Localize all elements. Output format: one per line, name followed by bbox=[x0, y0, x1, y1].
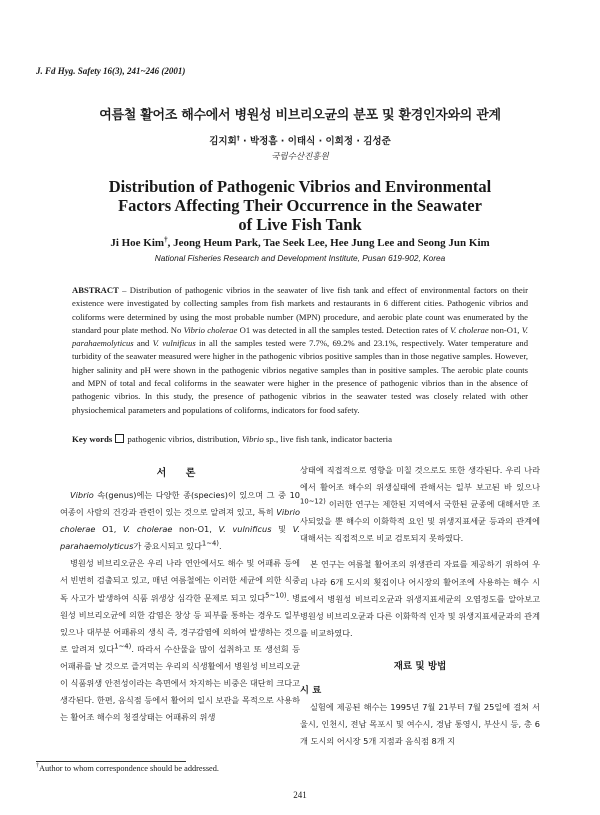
footnote bbox=[36, 764, 219, 773]
abstract-species-vv: V. vulnificus bbox=[152, 338, 196, 349]
footnote-mark: † bbox=[36, 763, 39, 770]
abstract-text-1: – Distribution of pathogenic vibrios in the seawater of live fish tank and effect of environmental factors on their existence were investigated by collecting samples from fish markets and restaurants in 6 different cities. Pathogenic vibrios and coliforms were determined by using the most probable number (MPN) procedure, and aerobic plate count was enumerated by the standard pour plate method. No bbox=[72, 285, 528, 335]
species-v-parahaemolyticus: V. parahaemolyticus bbox=[60, 524, 300, 552]
abstract-label: ABSTRACT bbox=[72, 285, 119, 295]
left-p1-text-j: 가 중요시되고 있다 bbox=[133, 541, 202, 552]
reference-10-12: 10~12) bbox=[300, 497, 326, 506]
keywords bbox=[72, 434, 528, 444]
keywords-text-2: sp., live fish tank, indicator bacteria bbox=[263, 434, 393, 444]
english-title-line-3: of Live Fish Tank bbox=[238, 215, 362, 234]
samples-subheading: 시 료 bbox=[300, 684, 322, 696]
keywords-vibrio: Vibrio bbox=[241, 434, 264, 444]
journal-reference: J. Fd Hyg. Safety 16(3), 241~246 (2001) bbox=[36, 66, 186, 76]
right-p1-text-a: 상태에 직접적으로 영향을 미칠 것으로도 또한 생각된다. 우리 나라에서 활어조 해수의 위생실태에 관해서는 일부 보고된 바 있으나 bbox=[300, 465, 540, 493]
abstract-text-4: and bbox=[133, 338, 153, 349]
english-authors bbox=[0, 237, 600, 249]
species-v-vulnificus: V. vulnificus bbox=[218, 524, 272, 535]
english-other-authors: , Jeong Heum Park, Tae Seek Lee, Hee Jung Lee and Seong Jun Kim bbox=[167, 237, 490, 249]
left-p1-text-k: . bbox=[218, 541, 222, 552]
left-p1-text-f: non-O1, bbox=[172, 524, 219, 535]
footnote-text: Author to whom correspondence should be addressed. bbox=[39, 764, 219, 773]
checkbox-square-icon bbox=[115, 434, 124, 443]
abstract-text-3: non-O1, bbox=[488, 324, 522, 335]
left-column bbox=[60, 487, 300, 726]
page-number: 241 bbox=[293, 790, 307, 800]
keywords-text-1: pathogenic vibrios, distribution, bbox=[127, 434, 242, 444]
abstract-species-vc: V. cholerae bbox=[450, 324, 489, 335]
english-title bbox=[60, 177, 540, 234]
left-paragraph-2 bbox=[60, 555, 300, 726]
abstract-text-5: in all the samples tested were 7.7%, 69.2% and 23.1%, respectively. Water temperature and turbidity of the seawater measured were higher in the pathogenic vibrios positive samples than in those negative samples. However, higher salinity and pH were shown in the pathogenic vibrios negative samples than in positive samples. The aerobic plate counts and MPN of total and fecal coliforms in the seawater were higher in the presence of pathogenic vibrios than in the absence of pathogenic vibrios. In this study, the presence of pathogenic vibrios in the seawater tested was closely related with other physiochemical parameters and populations of coliforms, indicators for food safety. bbox=[72, 338, 528, 415]
introduction-heading: 서 론 bbox=[156, 468, 204, 479]
reference-1-4b: 1~4) bbox=[114, 642, 132, 651]
abstract-text-2: O1 was detected in all the samples tested. Detection rates of bbox=[237, 324, 450, 335]
left-p2-text-b: . 병원성 비브리오균에 의한 감염은 창상 등 피부를 통하는 경우도 일부 있으나 대부분 어패류의 생식 즉, 경구감염에 의하여 발생하는 것으로 알려져 있다 bbox=[60, 592, 300, 654]
species-vibrio-cholerae: Vibrio cholerae bbox=[60, 507, 300, 535]
methods-heading: 재료 및 방법 bbox=[393, 660, 447, 672]
abstract bbox=[72, 284, 528, 417]
abstract-species-vp: V. parahaemolyticus bbox=[72, 324, 528, 349]
left-p2-text-c: . 따라서 수산물을 많이 섭취하고 또 생선회 등 어패류를 날 것으로 즐겨먹는 우리의 식생활에서 병원성 비브리오균이 식품위생 안전성이라는 측면에서 차지하는 비중은 대단히 크다고 생각된다. 한편, 음식점 등에서 활어의 일시 보관을 목적으로 사용하는 활어조 해수의 청결상태는 어패류의 위생 bbox=[60, 643, 300, 723]
left-p1-text-h: 및 bbox=[271, 524, 293, 535]
english-title-line-2: Factors Affecting Their Occurrence in the Seawater bbox=[118, 196, 482, 215]
left-p2-text-a: 병원성 비브리오균은 우리 나라 연안에서도 해수 및 어패류 등에서 빈번히 검출되고 있고, 매년 여름철에는 이러한 세균에 의한 식중독 사고가 발생하여 식품 위생상 심각한 문제로 되고 있다 bbox=[60, 558, 300, 603]
footnote-divider bbox=[36, 761, 186, 762]
korean-authors bbox=[0, 133, 600, 147]
english-first-author: Ji Hoe Kim bbox=[110, 237, 165, 249]
introduction-section bbox=[60, 466, 300, 482]
genus-vibrio: Vibrio bbox=[70, 490, 94, 500]
keywords-label: Key words bbox=[72, 434, 113, 444]
reference-5-10: 5~10) bbox=[265, 590, 287, 599]
abstract-species-vc-o1: Vibrio cholerae bbox=[183, 324, 238, 335]
right-paragraph-1 bbox=[300, 462, 540, 547]
right-p1-text-b: 이러한 연구는 제한된 지역에서 국한된 균종에 대해서만 조사되었을 뿐 해수의 이화학적 요인 및 위생지표세균 등과의 관계에 대해서는 직접적으로 비교 검토되지 못하였다. bbox=[300, 499, 540, 544]
korean-other-authors: · 박정흠 · 이태식 · 이희정 · 김성준 bbox=[239, 136, 391, 147]
species-v-cholerae: V. cholerae bbox=[123, 524, 173, 535]
right-paragraph-2: 본 연구는 여름철 활어조의 위생관리 자료를 제공하기 위하여 우리 나라 6개 도시의 횟집이나 어시장의 활어조에 사용하는 해수 시료에서 병원성 비브리오균과 위생지표세균의 오염정도를 알아보고 병원성 비브리오균과 다른 이화학적 인자 및 위생지표세균과의 관계를 비교하였다. bbox=[300, 559, 540, 638]
left-paragraph-1 bbox=[60, 487, 300, 555]
right-column bbox=[300, 462, 540, 750]
korean-first-author: 김지회 bbox=[209, 136, 237, 147]
korean-corresponding-mark: † bbox=[236, 134, 240, 142]
korean-affiliation: 국립수산진흥원 bbox=[271, 152, 329, 162]
korean-title: 여름철 활어조 해수에서 병원성 비브리오균의 분포 및 환경인자와의 관계 bbox=[99, 108, 501, 123]
left-p1-text-d: O1, bbox=[95, 524, 124, 535]
english-affiliation: National Fisheries Research and Development Institute, Pusan 619-902, Korea bbox=[154, 253, 446, 263]
english-title-line-1: Distribution of Pathogenic Vibrios and Environmental bbox=[108, 177, 492, 196]
english-corresponding-mark: † bbox=[164, 235, 168, 244]
left-p1-text-b: 속(genus)에는 다양한 종(species)이 있으며 그 중 10여종이 사람의 건강과 관련이 있는 것으로 알려져 있고, 특히 bbox=[60, 490, 300, 518]
reference-1-4: 1~4) bbox=[201, 539, 219, 548]
right-paragraph-3: 실험에 제공된 해수는 1995년 7월 21부터 7월 25일에 걸쳐 서울시, 인천시, 전남 목포시 및 여수시, 경남 통영시, 부산시 등, 총 6개 도시의 어시장 5개 지점과 음식점 8개 지 bbox=[300, 701, 540, 747]
